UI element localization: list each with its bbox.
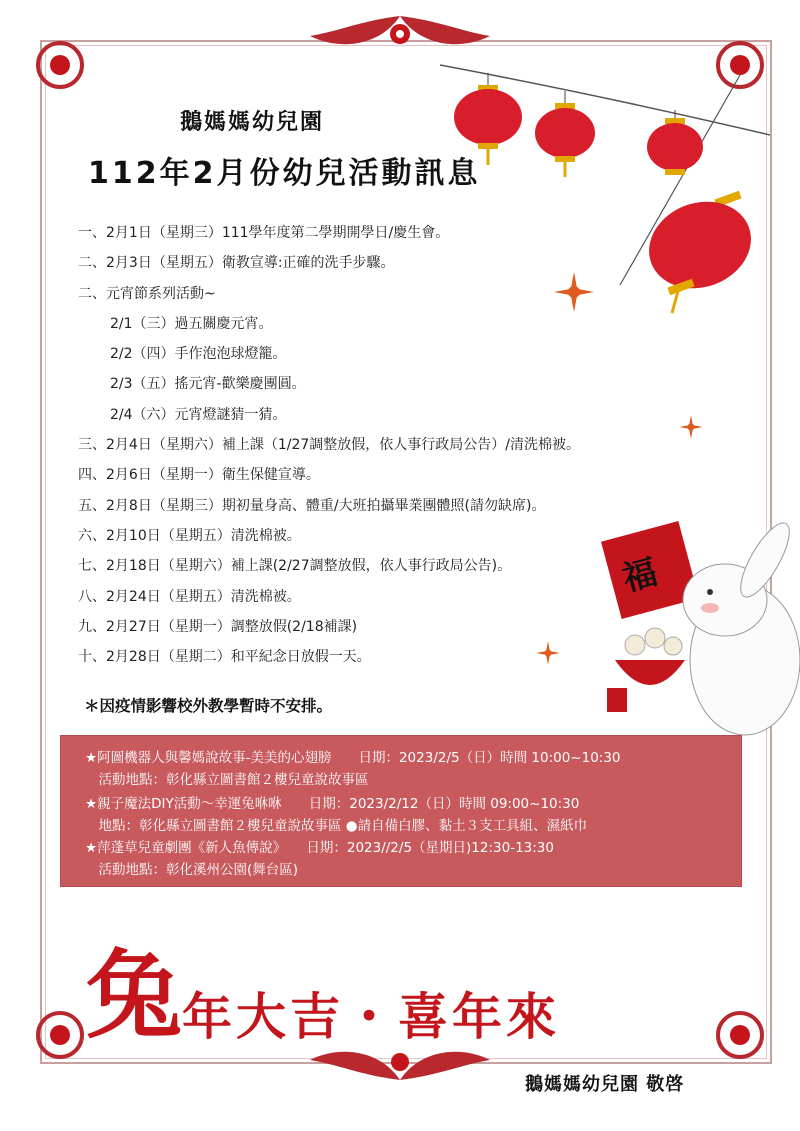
list-item: 九、2月27日（星期一）調整放假(2/18補課) [78, 618, 358, 635]
list-item: 八、2月24日（星期五）清洗棉被。 [78, 588, 301, 605]
list-item: 七、2月18日（星期六）補上課(2/27調整放假，依人事行政局公告)。 [78, 558, 512, 575]
flower-icon [678, 414, 704, 440]
list-item: 六、2月10日（星期五）清洗棉被。 [78, 527, 301, 544]
event-line: ★阿圖機器人與馨媽說故事-美美的心翅膀 日期：2023/2/5（日）時間 10:00~10:30 [85, 750, 621, 766]
list-item: 五、2月8日（星期三）期初量身高、體重/大班拍攝畢業團體照(請勿缺席)。 [78, 497, 546, 514]
list-item: 十、2月28日（星期二）和平紀念日放假一天。 [78, 649, 371, 666]
event-line: 地點：彰化縣立圖書館２樓兒童說故事區 ●請自備白膠、黏土３支工具組、濕紙巾 [85, 818, 588, 834]
event-line: 活動地點：彰化溪州公園(舞台區) [85, 862, 299, 878]
banner-rabbit-char: 兔 [86, 939, 182, 1052]
list-item: 一、2月1日（星期三）111學年度第二學期開學日/慶生會。 [78, 225, 450, 241]
corner-ornament-bottom-left [25, 1000, 95, 1070]
fu-character: 福 [618, 552, 662, 600]
list-item: 二、元宵節系列活動~ [78, 285, 216, 302]
notice-text: ＊因疫情影響校外教學暫時不安排。 [84, 697, 333, 715]
list-item: 二、2月3日（星期五）衛教宣導:正確的洗手步驟。 [78, 255, 395, 272]
page-title: 112年2月份幼兒活動訊息 [88, 156, 481, 191]
events-panel [60, 735, 742, 887]
list-item: 2/2（四）手作泡泡球燈籠。 [110, 346, 287, 363]
event-line: ★親子魔法DIY活動～幸運兔咻咻 日期：2023/2/12（日）時間 09:00~10:30 [85, 796, 580, 812]
banner-rest-text: 年大吉・喜年來 [182, 988, 560, 1046]
list-item: 2/1（三）過五關慶元宵。 [110, 315, 273, 332]
activity-list [78, 218, 678, 672]
list-item: 2/4（六）元宵燈謎猜一猜。 [110, 406, 287, 423]
corner-ornament-top-left [25, 30, 95, 100]
signature: 鵝媽媽幼兒園 敬啓 [525, 1074, 685, 1095]
list-item: 三、2月4日（星期六）補上課（1/27調整放假，依人事行政局公告）/清洗棉被。 [78, 437, 580, 454]
corner-ornament-bottom-right [705, 1000, 775, 1070]
school-name: 鵝媽媽幼兒園 [180, 110, 325, 135]
new-year-banner [86, 920, 560, 1057]
list-item: 四、2月6日（星期一）衛生保健宣導。 [78, 467, 320, 484]
event-line: ★萍蓬草兒童劇團《新人魚傳說》 日期：2023//2/5（星期日)12:30-13:30 [85, 840, 554, 856]
list-item: 2/3（五）搖元宵-歡樂慶團圓。 [110, 376, 306, 393]
event-line: 活動地點：彰化縣立圖書館２樓兒童說故事區 [85, 772, 369, 788]
